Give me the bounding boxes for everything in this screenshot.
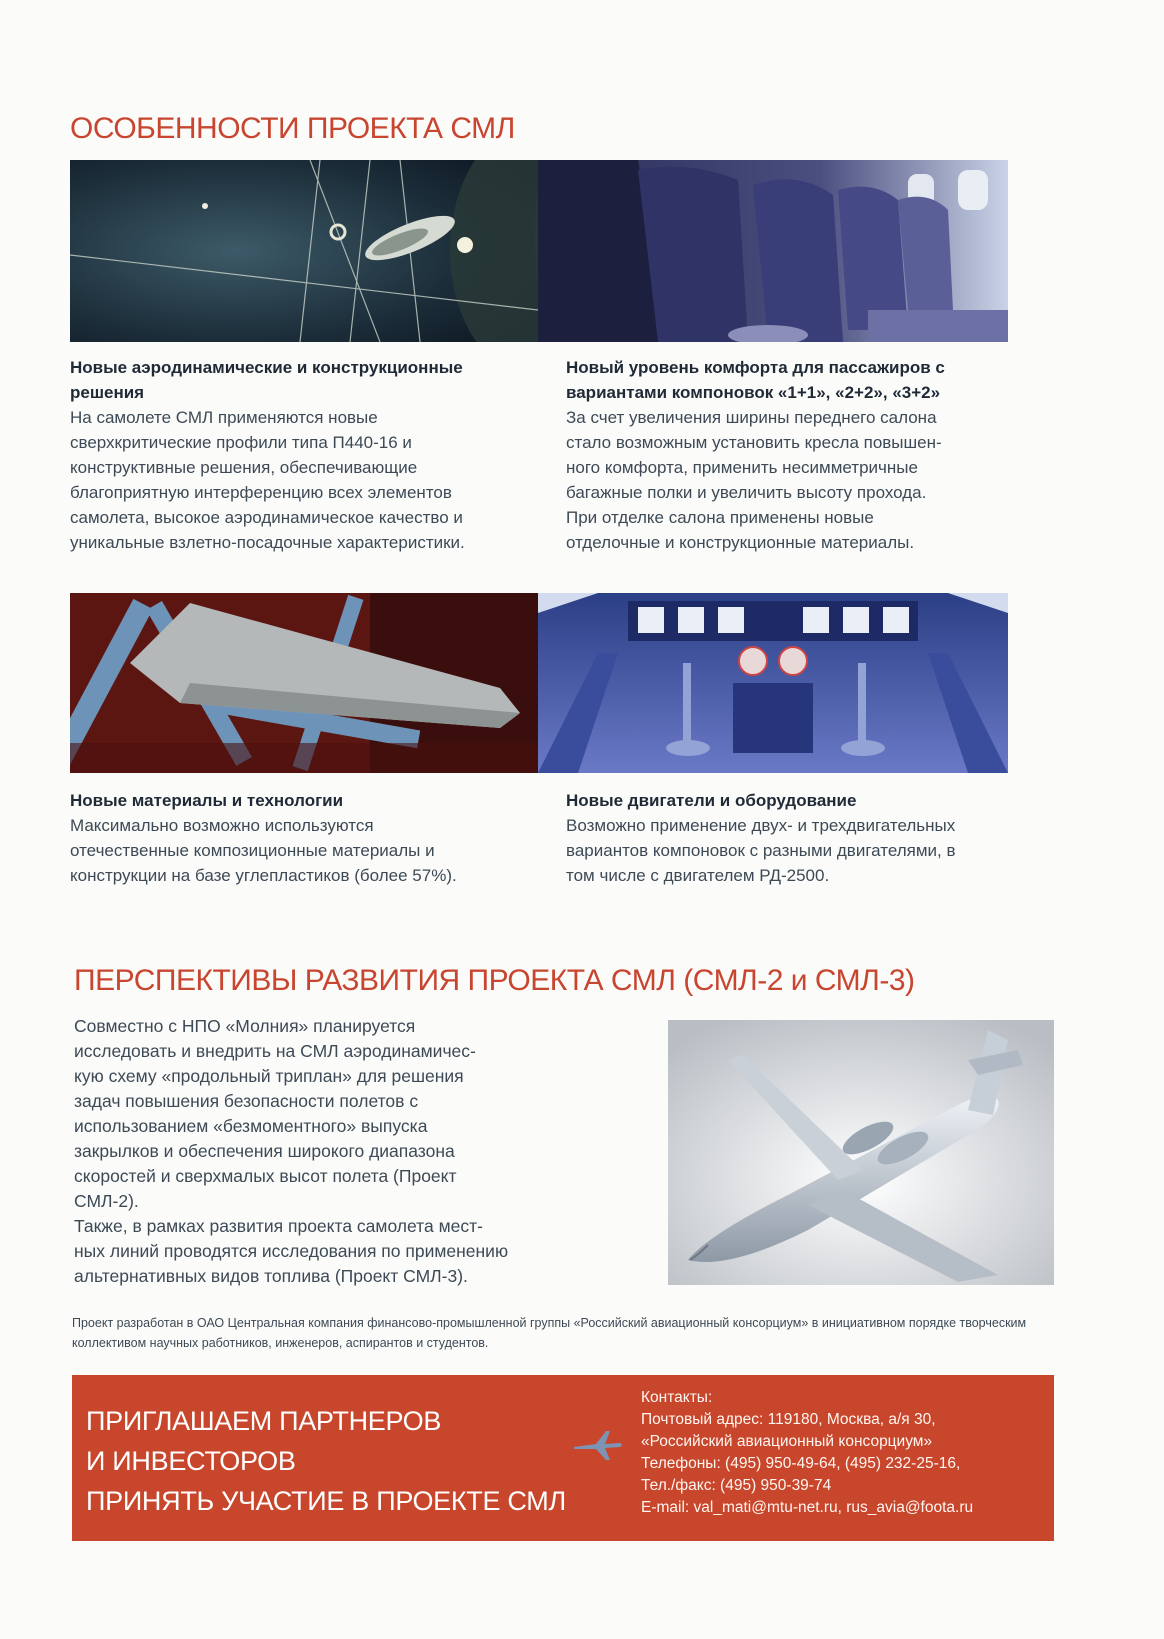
feature-body: На самолете СМЛ применяются новые сверхкритические профили типа П440-16 и конструктивные решения, обеспечивающие благоприятную интерференцию всех элементов самолета, высокое аэродинамическое качество и уникальные взлетно-посадочные характеристики. (70, 408, 465, 552)
invitation-banner (72, 1375, 1054, 1541)
composite-wing-photo (70, 593, 538, 773)
feature-heading: Новые материалы и технологии (70, 791, 344, 810)
section-title-prospects: ПЕРСПЕКТИВЫ РАЗВИТИЯ ПРОЕКТА СМЛ (СМЛ-2 и СМЛ-3) (74, 964, 915, 997)
feature-body: За счет увеличения ширины переднего салона стало возможным установить кресла повышен- ного комфорта, применить несимметричные багажные полки и увеличить высоту прохода. При отделке салона применены новые отделочные и конструкционные материалы. (566, 408, 942, 552)
feature-heading: Новые аэродинамические и конструкционные решения (70, 358, 463, 402)
footnote: Проект разработан в ОАО Центральная компания финансово-промышленной группы «Российский авиационный консорциум» в инициативном порядке творческим коллективом научных работников, инженеров, аспирантов и студентов. (72, 1316, 1027, 1350)
wind-tunnel-model-photo (70, 160, 538, 342)
prospects-text: Совместно с НПО «Молния» планируется исследовать и внедрить на СМЛ аэродинамичес- кую схему «продольный триплан» для решения задач повышения безопасности полетов с использованием «безмоментного» выпуска закрылков и обеспечения широкого диапазона скоростей и сверхмалых высот полета (Проект СМЛ-2). Также, в рамках развития проекта самолета мест- ных линий проводятся исследования по применению альтернативных видов топлива (Проект СМЛ-3). (74, 1016, 509, 1286)
feature-body: Максимально возможно используются отечественные композиционные материалы и конструкции на базе углепластиков (более 57%). (70, 816, 457, 885)
banner-invite-text: ПРИГЛАШАЕМ ПАРТНЕРОВ И ИНВЕСТОРОВ ПРИНЯТЬ УЧАСТИЕ В ПРОЕКТЕ СМЛ (86, 1406, 566, 1516)
feature-materials (70, 788, 540, 888)
feature-heading: Новые двигатели и оборудование (566, 791, 857, 810)
feature-heading: Новый уровень комфорта для пассажиров с вариантами компоновок «1+1», «2+2», «3+2» (566, 358, 945, 402)
feature-engines (566, 788, 1036, 888)
feature-body: Возможно применение двух- и трехдвигательных вариантов компоновок с разными двигателями, в том числе с двигателем РД-2500. (566, 816, 956, 885)
feature-aerodynamics (70, 355, 530, 555)
cockpit-panel-photo (538, 593, 1008, 773)
triplane-render (668, 1020, 1054, 1285)
plane-icon (572, 1427, 624, 1463)
section-title-features: ОСОБЕННОСТИ ПРОЕКТА СМЛ (70, 112, 515, 145)
feature-comfort (566, 355, 1036, 555)
cabin-seats-photo (538, 160, 1008, 342)
contacts-block: Контакты: Почтовый адрес: 119180, Москва, а/я 30, «Российский авиационный консорциум» Телефоны: (495) 950-49-64, (495) 232-25-16, Тел./факс: (495) 950-39-74 E-mail: val_mati@mtu-net.ru, rus_avia@foota.ru (641, 1389, 974, 1516)
